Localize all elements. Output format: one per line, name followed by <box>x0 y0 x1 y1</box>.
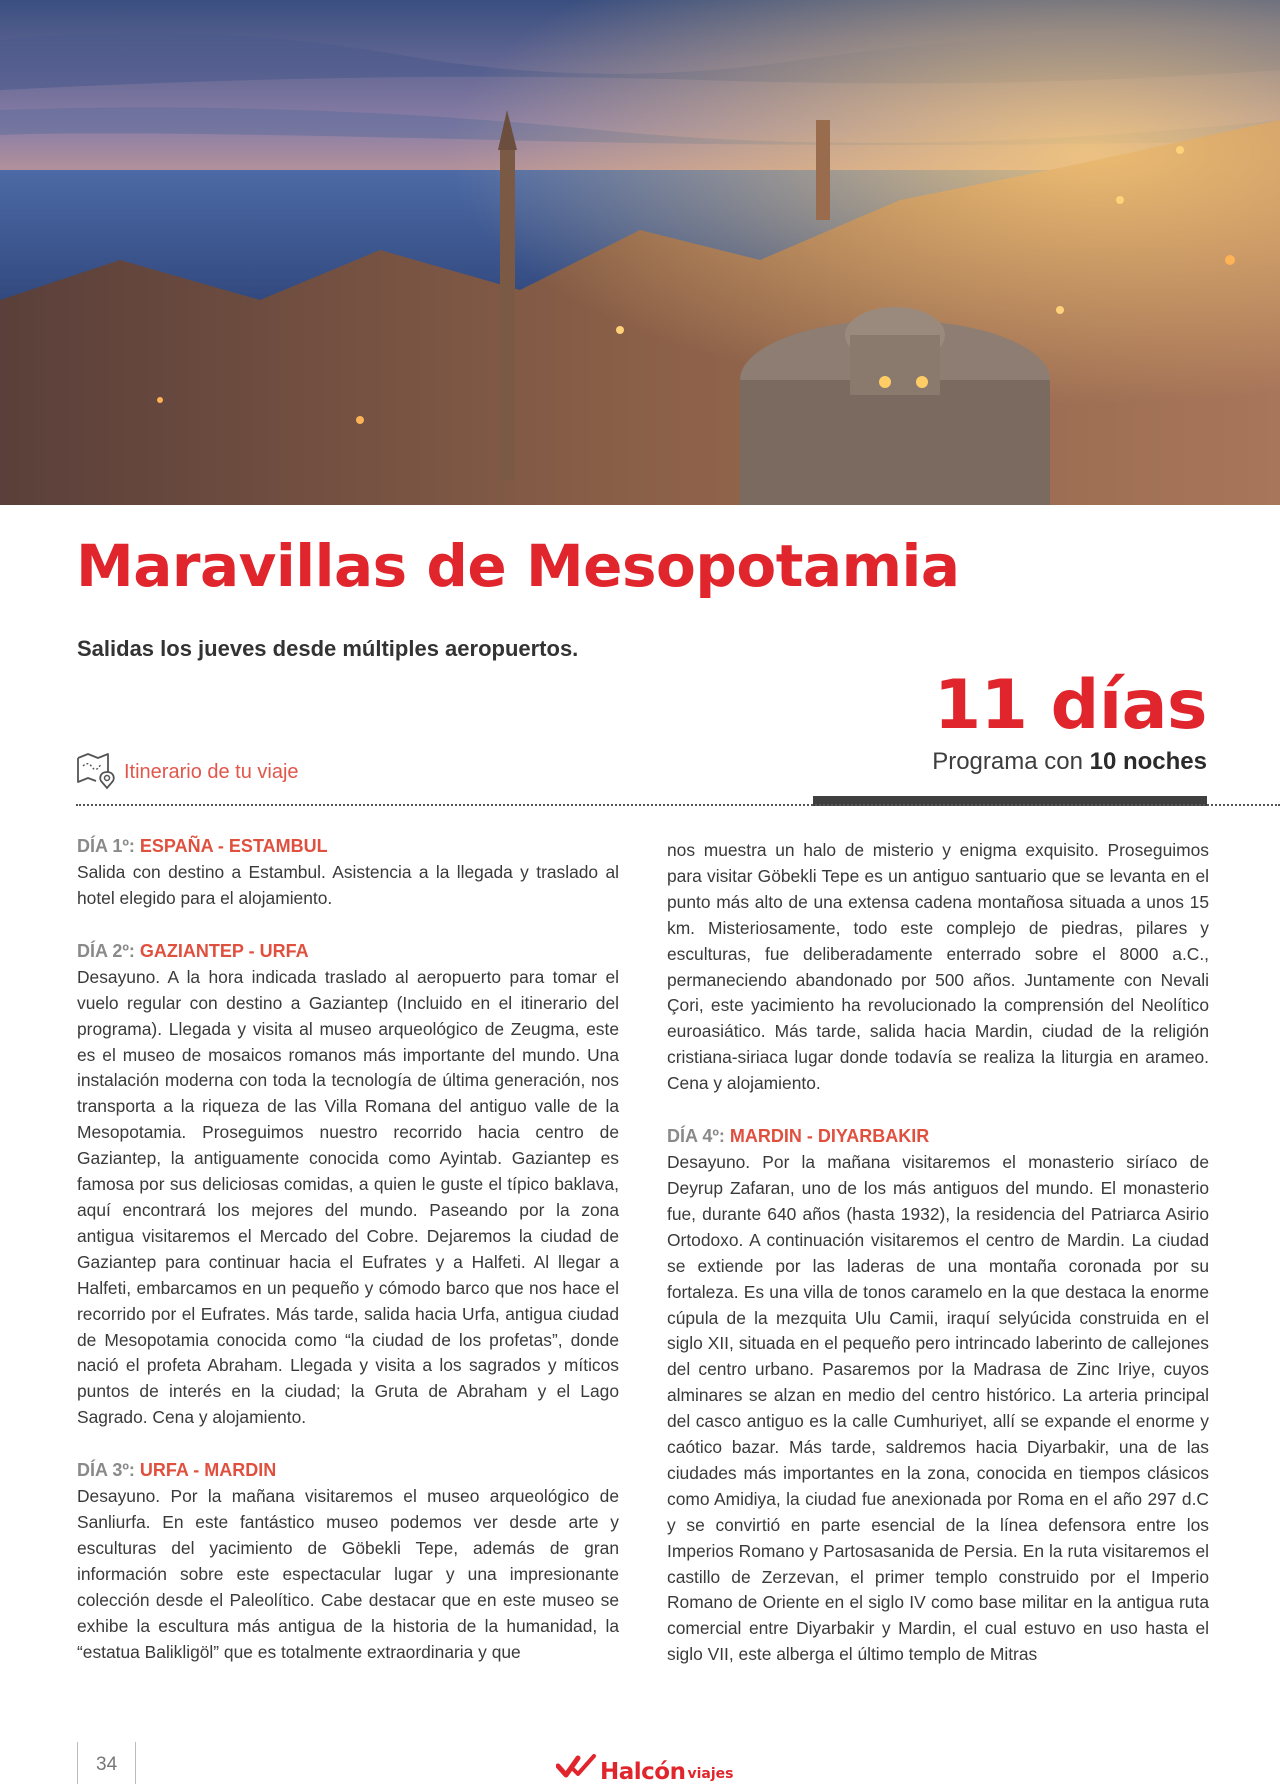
itinerary-column-left <box>77 833 619 1665</box>
checkmark-logo-icon <box>556 1754 598 1785</box>
section-divider <box>76 804 1280 806</box>
brand-name: Halcón <box>600 1759 686 1785</box>
itinerary-column-right <box>667 838 1209 1668</box>
page-number-border-left <box>77 1742 78 1784</box>
day-3-text-continued: nos muestra un halo de misterio y enigma exquisito. Proseguimos para visitar Göbekli Tepe es un antiguo santuario que se levanta en el punto más alto de una extensa cadena montañosa situada a unos 15 km. Misteriosamente, todo este complejo de piedras, pilares y esculturas, fue deliberadamente enterrado sobre el 8000 a.C., permaneciendo abandonado por 500 años. Juntamente con Nevali Çori, este yacimiento ha revolucionado la comprensión del Neolítico euroasiático. Más tarde, salida hacia Mardin, ciudad de la religión cristiana-siriaca lugar donde todavía se realiza la liturgia en arameo. Cena y alojamiento. <box>667 840 1209 1094</box>
trip-duration-days: 11 días <box>933 666 1207 745</box>
mardin-cityscape-illustration <box>0 0 1280 505</box>
day-2-heading: DÍA 2º: GAZIANTEP - URFA <box>77 940 309 961</box>
day-2-text: Desayuno. A la hora indicada traslado al aeropuerto para tomar el vuelo regular con destino a Gaziantep (Incluido en el itinerario del programa). Llegada y visita al museo arqueológico de Zeugma, este es el museo de mosaicos romanos más importante del mundo. Una instalación moderna con toda la tecnología de última generación, nos transporta a la riqueza de las Villa Romana del antiguo valle de la Mesopotamia. Proseguimos nuestro recorrido hacia centro de Gaziantep, la antiguamente conocida como Ayintab. Gaziantep es famosa por sus deliciosas comidas, a quien le guste el típico baklava, aquí encontrará los mejores del mundo. Paseando por la zona antigua visitaremos el Mercado del Cobre. Dejaremos la ciudad de Gaziantep para continuar hacia el Eufrates y a Halfeti. Al llegar a Halfeti, embarcamos en un pequeño y cómodo barco que nos hace el recorrido por el Eufrates. Más tarde, salida hacia Urfa, antigua ciudad de Mesopotamia conocida como “la ciudad de los profetas”, donde nació el profeta Abraham. Llegada y visita a los sagrados y míticos puntos de interés en la ciudad; la Gruta de Abraham y el Lago Sagrado. Cena y alojamiento. <box>77 966 619 1428</box>
program-prefix: Programa con <box>932 748 1090 775</box>
halcon-viajes-logo <box>556 1754 733 1785</box>
itinerary-label: Itinerario de tu viaje <box>124 761 299 783</box>
day-3-text: Desayuno. Por la mañana visitaremos el museo arqueológico de Sanliurfa. En este fantástico museo podemos ver desde arte y esculturas del yacimiento de Göbekli Tepe, además de gran información sobre este espectacular lugar y una impresionante colección desde el Paleolítico. Cabe destacar que en este museo se exhibe la escultura más antigua de la historia de la humanidad, la “estatua Balikligöl” que es totalmente extraordinaria y que <box>77 1486 619 1662</box>
map-pin-icon <box>76 750 118 795</box>
page-number-border-right <box>135 1742 136 1784</box>
day-1-text: Salida con destino a Estambul. Asistencia a la llegada y traslado al hotel elegido para el alojamiento. <box>77 862 619 908</box>
day-3-heading: DÍA 3º: URFA - MARDIN <box>77 1460 277 1481</box>
program-nights <box>932 748 1207 776</box>
page-number: 34 <box>96 1754 118 1775</box>
itinerary-header <box>76 750 299 795</box>
departure-info: Salidas los jueves desde múltiples aeropuertos. <box>77 636 579 661</box>
day-1-heading: DÍA 1º: ESPAÑA - ESTAMBUL <box>77 836 328 856</box>
day-4-heading: DÍA 4º: MARDIN - DIYARBAKIR <box>667 1126 930 1147</box>
page-title: Maravillas de Mesopotamia <box>76 532 960 600</box>
hero-photo <box>0 0 1280 505</box>
day-4-text: Desayuno. Por la mañana visitaremos el monasterio siríaco de Deyrup Zafaran, uno de los más antiguos del mundo. El monasterio fue, durante 640 años (hasta 1932), la residencia del Patriarca Asirio Ortodoxo. A continuación visitaremos el centro de Mardin. La ciudad se extiende por las laderas de una montaña coronada por su fortaleza. Es una villa de tonos caramelo en la que destaca la enorme cúpula de la mezquita Ulu Camii, iraquí selyúcida construida en el siglo XII, situada en el pequeño pero intrincado laberinto de callejones del centro urbano. Pasaremos por la Madrasa de Zinc Iriye, cuyos alminares se alzan en medio del centro histórico. La arteria principal del casco antiguo es la calle Cumhuriyet, allí se expande el enorme y caótico bazar. Más tarde, saldremos hacia Diyarbakir, una de las ciudades más importantes en la zona, conocida en tiempos clásicos como Amidiya, la ciudad fue anexionada por Roma en el año 297 d.C y se convirtió en parte esencial de la línea defensora entre los Imperios Romano y Partosasanida de Persia. En la ruta visitaremos el castillo de Zerzevan, el primer templo construido por el Imperio Romano de Oriente en el siglo IV como base militar en la antigua ruta comercial entre Diyarbakir y Mardin, el cual estuvo en uso hasta el siglo VII, este alberga el último templo de Mitras <box>667 1152 1209 1665</box>
nights-count: 10 noches <box>1089 748 1207 775</box>
brand-sub: viajes <box>687 1766 734 1782</box>
